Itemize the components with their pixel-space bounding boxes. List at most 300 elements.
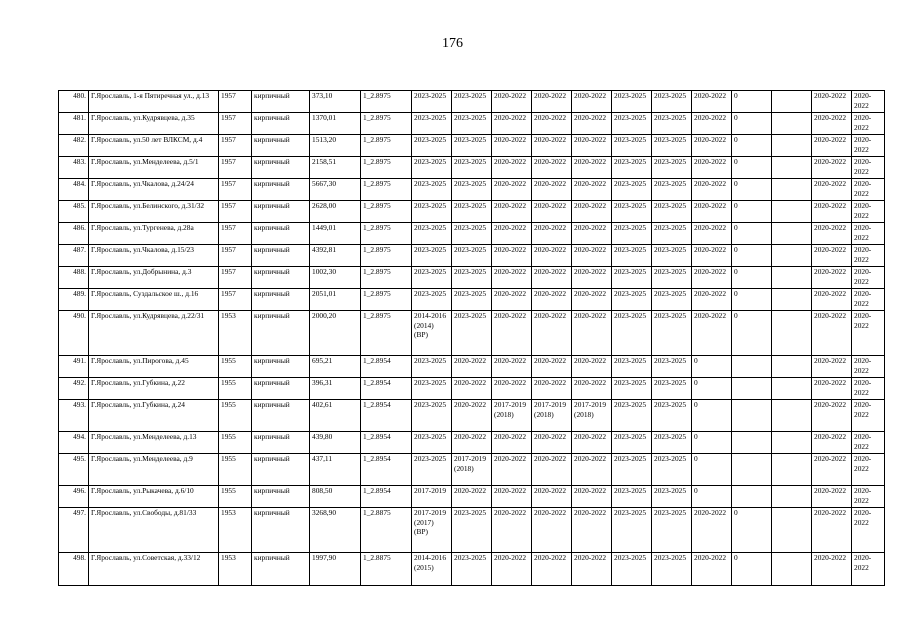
area-cell: 2000,20 xyxy=(310,311,361,356)
period-cell: 0 xyxy=(692,432,732,454)
zero-cell xyxy=(732,454,772,486)
period-cell: 2020-2022 xyxy=(692,201,732,223)
area-cell: 808,50 xyxy=(310,486,361,508)
period-cell: 2023-2025 xyxy=(412,201,452,223)
row-number-cell: 497. xyxy=(59,508,89,553)
wall-material-cell: кирпичный xyxy=(252,245,310,267)
period-cell: 2020-2022 xyxy=(532,113,572,135)
period-cell: 2020-2022 xyxy=(572,267,612,289)
tariff-code-cell: 1_2.8975 xyxy=(361,135,412,157)
wall-material-cell: кирпичный xyxy=(252,201,310,223)
row-number-cell: 487. xyxy=(59,245,89,267)
zero-cell: 0 xyxy=(732,179,772,201)
table-row xyxy=(59,378,885,400)
table-body xyxy=(59,91,885,586)
table-row xyxy=(59,553,885,586)
period-cell: 2023-2025 xyxy=(652,356,692,378)
address-cell: Г.Ярославль, ул.Тургенева, д.28а xyxy=(89,223,219,245)
address-cell: Г.Ярославль, ул.Менделеева, д.5/1 xyxy=(89,157,219,179)
area-cell: 373,10 xyxy=(310,91,361,113)
period-cell: 2023-2025 xyxy=(612,311,652,356)
area-cell: 1002,30 xyxy=(310,267,361,289)
period-cell xyxy=(772,91,812,113)
period-cell: 2020-2022 xyxy=(492,179,532,201)
period-cell: 2023-2025 xyxy=(652,179,692,201)
tariff-code-cell: 1_2.8954 xyxy=(361,432,412,454)
area-cell: 439,80 xyxy=(310,432,361,454)
period-cell: 2023-2025 xyxy=(452,113,492,135)
build-year-cell: 1957 xyxy=(219,223,252,245)
period-cell: 2023-2025 xyxy=(612,201,652,223)
zero-cell: 0 xyxy=(732,113,772,135)
period-cell: 2023-2025 xyxy=(612,223,652,245)
period-cell: 2023-2025 xyxy=(652,223,692,245)
period-cell: 2020-2022 xyxy=(812,454,852,486)
period-cell xyxy=(772,113,812,135)
period-cell: 2023-2025 xyxy=(612,289,652,311)
wall-material-cell: кирпичный xyxy=(252,553,310,586)
period-cell: 2023-2025 xyxy=(612,508,652,553)
address-cell: Г.Ярославль, ул.Свободы, д.81/33 xyxy=(89,508,219,553)
table-row xyxy=(59,135,885,157)
row-number-cell: 489. xyxy=(59,289,89,311)
period-cell xyxy=(772,201,812,223)
table-row xyxy=(59,179,885,201)
period-cell: 2020-2022 xyxy=(572,223,612,245)
wall-material-cell: кирпичный xyxy=(252,135,310,157)
table-row xyxy=(59,267,885,289)
period-cell: 2023-2025 xyxy=(652,113,692,135)
period-cell: 2023-2025 xyxy=(452,311,492,356)
period-cell: 0 xyxy=(692,356,732,378)
period-cell: 2023-2025 xyxy=(412,135,452,157)
period-cell: 2023-2025 xyxy=(652,378,692,400)
wall-material-cell: кирпичный xyxy=(252,508,310,553)
period-cell: 2020-2022 xyxy=(812,201,852,223)
period-cell xyxy=(772,508,812,553)
zero-cell: 0 xyxy=(732,157,772,179)
period-cell: 2020-2022 xyxy=(812,378,852,400)
period-cell xyxy=(772,432,812,454)
period-cell: 2023-2025 xyxy=(412,378,452,400)
tariff-code-cell: 1_2.8975 xyxy=(361,267,412,289)
area-cell: 1997,90 xyxy=(310,553,361,586)
zero-cell: 0 xyxy=(732,311,772,356)
period-cell: 2023-2025 xyxy=(652,432,692,454)
period-cell: 2020-2022 xyxy=(692,289,732,311)
wall-material-cell: кирпичный xyxy=(252,486,310,508)
period-cell: 2020-2022 xyxy=(812,267,852,289)
row-number-cell: 493. xyxy=(59,400,89,432)
zero-cell xyxy=(732,486,772,508)
table-row xyxy=(59,245,885,267)
table-row xyxy=(59,508,885,553)
tariff-code-cell: 1_2.8975 xyxy=(361,311,412,356)
period-cell: 2020-2022 xyxy=(852,432,885,454)
period-cell: 2020-2022 xyxy=(492,486,532,508)
period-cell: 2020-2022 xyxy=(492,245,532,267)
period-cell: 2023-2025 xyxy=(412,356,452,378)
period-cell: 2020-2022 xyxy=(852,223,885,245)
period-cell: 2020-2022 xyxy=(852,508,885,553)
period-cell: 2020-2022 xyxy=(452,400,492,432)
address-cell: Г.Ярославль, ул.Белинского, д.31/32 xyxy=(89,201,219,223)
period-cell: 2020-2022 xyxy=(532,553,572,586)
period-cell: 2020-2022 xyxy=(572,135,612,157)
tariff-code-cell: 1_2.8954 xyxy=(361,454,412,486)
address-cell: Г.Ярославль, ул.Губкина, д.24 xyxy=(89,400,219,432)
build-year-cell: 1957 xyxy=(219,135,252,157)
zero-cell: 0 xyxy=(732,201,772,223)
period-cell: 2020-2022 xyxy=(532,245,572,267)
period-cell: 2020-2022 xyxy=(532,508,572,553)
period-cell: 2023-2025 xyxy=(652,157,692,179)
table-row xyxy=(59,113,885,135)
period-cell: 2020-2022 xyxy=(852,454,885,486)
period-cell xyxy=(772,400,812,432)
period-cell: 2020-2022 xyxy=(812,432,852,454)
period-cell: 2017-2019 (2018) xyxy=(452,454,492,486)
period-cell: 2020-2022 xyxy=(452,486,492,508)
period-cell: 2023-2025 xyxy=(412,113,452,135)
wall-material-cell: кирпичный xyxy=(252,289,310,311)
period-cell: 2020-2022 xyxy=(492,113,532,135)
period-cell: 2020-2022 xyxy=(532,91,572,113)
period-cell: 2023-2025 xyxy=(652,289,692,311)
area-cell: 2628,00 xyxy=(310,201,361,223)
address-cell: Г.Ярославль, ул.Пирогова, д.45 xyxy=(89,356,219,378)
period-cell: 2020-2022 xyxy=(692,135,732,157)
build-year-cell: 1955 xyxy=(219,356,252,378)
tariff-code-cell: 1_2.8975 xyxy=(361,157,412,179)
period-cell: 2023-2025 xyxy=(612,113,652,135)
period-cell: 2023-2025 xyxy=(452,201,492,223)
period-cell: 2020-2022 xyxy=(692,508,732,553)
tariff-code-cell: 1_2.8975 xyxy=(361,201,412,223)
row-number-cell: 480. xyxy=(59,91,89,113)
period-cell: 2014-2016 (2014) (ВР) xyxy=(412,311,452,356)
table-row xyxy=(59,454,885,486)
period-cell: 2023-2025 xyxy=(652,245,692,267)
period-cell: 2020-2022 xyxy=(572,486,612,508)
period-cell xyxy=(772,356,812,378)
period-cell: 2020-2022 xyxy=(692,179,732,201)
period-cell: 2023-2025 xyxy=(612,356,652,378)
period-cell: 2020-2022 xyxy=(692,311,732,356)
address-cell: Г.Ярославль, ул.Менделеева, д.9 xyxy=(89,454,219,486)
period-cell: 2023-2025 xyxy=(612,400,652,432)
table-row xyxy=(59,157,885,179)
zero-cell xyxy=(732,432,772,454)
period-cell: 2020-2022 xyxy=(532,135,572,157)
row-number-cell: 486. xyxy=(59,223,89,245)
build-year-cell: 1953 xyxy=(219,311,252,356)
tariff-code-cell: 1_2.8954 xyxy=(361,356,412,378)
tariff-code-cell: 1_2.8954 xyxy=(361,400,412,432)
address-cell: Г.Ярославль, ул.Губкина, д.22 xyxy=(89,378,219,400)
period-cell: 2020-2022 xyxy=(852,553,885,586)
tariff-code-cell: 1_2.8975 xyxy=(361,179,412,201)
period-cell: 2020-2022 xyxy=(572,91,612,113)
zero-cell: 0 xyxy=(732,267,772,289)
period-cell: 2020-2022 xyxy=(532,432,572,454)
period-cell: 2023-2025 xyxy=(612,454,652,486)
build-year-cell: 1955 xyxy=(219,378,252,400)
period-cell: 2020-2022 xyxy=(492,91,532,113)
row-number-cell: 481. xyxy=(59,113,89,135)
build-year-cell: 1957 xyxy=(219,289,252,311)
period-cell: 2020-2022 xyxy=(692,91,732,113)
period-cell: 2023-2025 xyxy=(652,454,692,486)
period-cell xyxy=(772,267,812,289)
period-cell: 2023-2025 xyxy=(412,223,452,245)
period-cell: 2017-2019 (2018) xyxy=(532,400,572,432)
period-cell: 2020-2022 xyxy=(852,135,885,157)
period-cell: 2020-2022 xyxy=(852,91,885,113)
period-cell: 2023-2025 xyxy=(412,454,452,486)
period-cell: 2020-2022 xyxy=(452,432,492,454)
period-cell: 2020-2022 xyxy=(492,157,532,179)
period-cell: 2020-2022 xyxy=(812,113,852,135)
period-cell: 2020-2022 xyxy=(572,289,612,311)
period-cell: 2020-2022 xyxy=(452,378,492,400)
address-cell: Г.Ярославль, ул.Советская, д.33/12 xyxy=(89,553,219,586)
period-cell: 2023-2025 xyxy=(612,157,652,179)
address-cell: Г.Ярославль, ул.Чкалова, д.15/23 xyxy=(89,245,219,267)
period-cell: 2020-2022 xyxy=(532,289,572,311)
period-cell: 2023-2025 xyxy=(612,267,652,289)
period-cell: 2020-2022 xyxy=(812,179,852,201)
row-number-cell: 483. xyxy=(59,157,89,179)
row-number-cell: 482. xyxy=(59,135,89,157)
period-cell xyxy=(772,378,812,400)
period-cell: 2023-2025 xyxy=(412,267,452,289)
table-row xyxy=(59,289,885,311)
wall-material-cell: кирпичный xyxy=(252,454,310,486)
area-cell: 2158,51 xyxy=(310,157,361,179)
period-cell: 2017-2019 xyxy=(412,486,452,508)
table-row xyxy=(59,311,885,356)
period-cell: 2020-2022 xyxy=(492,267,532,289)
tariff-code-cell: 1_2.8975 xyxy=(361,223,412,245)
table-row xyxy=(59,91,885,113)
row-number-cell: 485. xyxy=(59,201,89,223)
period-cell: 2023-2025 xyxy=(612,486,652,508)
period-cell: 2020-2022 xyxy=(492,356,532,378)
period-cell: 2020-2022 xyxy=(812,486,852,508)
zero-cell: 0 xyxy=(732,135,772,157)
period-cell: 2020-2022 xyxy=(812,553,852,586)
period-cell: 2023-2025 xyxy=(452,91,492,113)
period-cell: 2020-2022 xyxy=(572,432,612,454)
area-cell: 1513,20 xyxy=(310,135,361,157)
table-row xyxy=(59,356,885,378)
area-cell: 5667,30 xyxy=(310,179,361,201)
period-cell: 2023-2025 xyxy=(652,486,692,508)
period-cell: 2020-2022 xyxy=(532,179,572,201)
period-cell: 2023-2025 xyxy=(452,135,492,157)
build-year-cell: 1955 xyxy=(219,454,252,486)
address-cell: Г.Ярославль, ул.Чкалова, д.24/24 xyxy=(89,179,219,201)
build-year-cell: 1957 xyxy=(219,113,252,135)
period-cell xyxy=(772,157,812,179)
tariff-code-cell: 1_2.8975 xyxy=(361,289,412,311)
period-cell: 2023-2025 xyxy=(612,179,652,201)
tariff-code-cell: 1_2.8954 xyxy=(361,486,412,508)
period-cell: 2020-2022 xyxy=(492,223,532,245)
period-cell: 2020-2022 xyxy=(812,157,852,179)
period-cell: 2020-2022 xyxy=(572,157,612,179)
period-cell: 2020-2022 xyxy=(692,553,732,586)
period-cell: 2020-2022 xyxy=(532,311,572,356)
wall-material-cell: кирпичный xyxy=(252,157,310,179)
zero-cell: 0 xyxy=(732,553,772,586)
period-cell: 2020-2022 xyxy=(692,267,732,289)
period-cell: 2023-2025 xyxy=(652,553,692,586)
period-cell: 2020-2022 xyxy=(532,267,572,289)
period-cell: 2020-2022 xyxy=(572,454,612,486)
period-cell: 2023-2025 xyxy=(452,267,492,289)
area-cell: 1449,01 xyxy=(310,223,361,245)
table-row xyxy=(59,486,885,508)
tariff-code-cell: 1_2.8875 xyxy=(361,553,412,586)
housing-registry-table xyxy=(58,90,885,586)
period-cell: 2020-2022 xyxy=(852,378,885,400)
address-cell: Г.Ярославль, ул.Кудрявцева, д.35 xyxy=(89,113,219,135)
period-cell: 2020-2022 xyxy=(852,157,885,179)
period-cell: 2020-2022 xyxy=(692,157,732,179)
period-cell: 2020-2022 xyxy=(852,179,885,201)
row-number-cell: 492. xyxy=(59,378,89,400)
period-cell: 0 xyxy=(692,486,732,508)
tariff-code-cell: 1_2.8975 xyxy=(361,113,412,135)
period-cell: 2020-2022 xyxy=(532,201,572,223)
wall-material-cell: кирпичный xyxy=(252,311,310,356)
period-cell: 2023-2025 xyxy=(412,289,452,311)
area-cell: 2051,01 xyxy=(310,289,361,311)
period-cell: 2023-2025 xyxy=(652,311,692,356)
period-cell: 2023-2025 xyxy=(652,135,692,157)
period-cell: 2023-2025 xyxy=(612,378,652,400)
table-row xyxy=(59,223,885,245)
period-cell: 2020-2022 xyxy=(532,486,572,508)
page-number: 176 xyxy=(442,36,463,51)
period-cell: 2020-2022 xyxy=(492,553,532,586)
period-cell: 2023-2025 xyxy=(652,508,692,553)
build-year-cell: 1955 xyxy=(219,400,252,432)
period-cell: 2023-2025 xyxy=(652,201,692,223)
period-cell: 2023-2025 xyxy=(652,267,692,289)
period-cell: 2023-2025 xyxy=(452,508,492,553)
period-cell: 2020-2022 xyxy=(572,113,612,135)
row-number-cell: 498. xyxy=(59,553,89,586)
address-cell: Г.Ярославль, ул.Добрынина, д.3 xyxy=(89,267,219,289)
period-cell: 2020-2022 xyxy=(572,245,612,267)
period-cell: 2020-2022 xyxy=(572,508,612,553)
period-cell: 2023-2025 xyxy=(612,245,652,267)
tariff-code-cell: 1_2.8954 xyxy=(361,378,412,400)
area-cell: 396,31 xyxy=(310,378,361,400)
period-cell: 2020-2022 xyxy=(452,356,492,378)
period-cell: 2020-2022 xyxy=(852,311,885,356)
address-cell: Г.Ярославль, ул.Менделеева, д.13 xyxy=(89,432,219,454)
period-cell: 2020-2022 xyxy=(492,378,532,400)
period-cell: 2020-2022 xyxy=(812,245,852,267)
period-cell: 0 xyxy=(692,378,732,400)
period-cell: 2020-2022 xyxy=(532,223,572,245)
row-number-cell: 495. xyxy=(59,454,89,486)
period-cell xyxy=(772,486,812,508)
wall-material-cell: кирпичный xyxy=(252,432,310,454)
period-cell: 2023-2025 xyxy=(452,157,492,179)
period-cell: 2020-2022 xyxy=(572,378,612,400)
table-row xyxy=(59,400,885,432)
wall-material-cell: кирпичный xyxy=(252,378,310,400)
build-year-cell: 1957 xyxy=(219,245,252,267)
zero-cell: 0 xyxy=(732,289,772,311)
period-cell: 2017-2019 (2018) xyxy=(572,400,612,432)
period-cell: 2023-2025 xyxy=(612,553,652,586)
period-cell: 2023-2025 xyxy=(452,289,492,311)
period-cell: 2023-2025 xyxy=(612,432,652,454)
period-cell: 2020-2022 xyxy=(492,201,532,223)
row-number-cell: 484. xyxy=(59,179,89,201)
row-number-cell: 488. xyxy=(59,267,89,289)
period-cell: 2023-2025 xyxy=(412,157,452,179)
address-cell: Г.Ярославль, ул.50 лет ВЛКСМ, д.4 xyxy=(89,135,219,157)
build-year-cell: 1957 xyxy=(219,157,252,179)
period-cell: 2020-2022 xyxy=(492,311,532,356)
period-cell: 2020-2022 xyxy=(852,486,885,508)
period-cell: 2020-2022 xyxy=(492,289,532,311)
period-cell: 2023-2025 xyxy=(412,179,452,201)
wall-material-cell: кирпичный xyxy=(252,113,310,135)
period-cell: 0 xyxy=(692,400,732,432)
period-cell: 2020-2022 xyxy=(492,432,532,454)
area-cell: 402,61 xyxy=(310,400,361,432)
period-cell: 2020-2022 xyxy=(692,113,732,135)
row-number-cell: 490. xyxy=(59,311,89,356)
wall-material-cell: кирпичный xyxy=(252,179,310,201)
period-cell: 2020-2022 xyxy=(852,400,885,432)
period-cell: 2020-2022 xyxy=(852,289,885,311)
period-cell: 2020-2022 xyxy=(692,245,732,267)
period-cell: 2020-2022 xyxy=(532,378,572,400)
row-number-cell: 491. xyxy=(59,356,89,378)
build-year-cell: 1955 xyxy=(219,432,252,454)
period-cell: 2023-2025 xyxy=(612,135,652,157)
address-cell: Г.Ярославль, Суздальское ш., д.16 xyxy=(89,289,219,311)
period-cell xyxy=(772,245,812,267)
period-cell: 2020-2022 xyxy=(852,356,885,378)
period-cell: 2023-2025 xyxy=(412,432,452,454)
period-cell xyxy=(772,135,812,157)
build-year-cell: 1955 xyxy=(219,486,252,508)
period-cell: 2020-2022 xyxy=(812,135,852,157)
period-cell: 2023-2025 xyxy=(412,245,452,267)
period-cell: 2020-2022 xyxy=(532,454,572,486)
period-cell: 2023-2025 xyxy=(452,553,492,586)
build-year-cell: 1953 xyxy=(219,553,252,586)
period-cell: 2020-2022 xyxy=(572,356,612,378)
period-cell: 2020-2022 xyxy=(532,157,572,179)
period-cell: 2020-2022 xyxy=(852,201,885,223)
period-cell xyxy=(772,223,812,245)
address-cell: Г.Ярославль, 1-я Пятиречная ул., д.13 xyxy=(89,91,219,113)
wall-material-cell: кирпичный xyxy=(252,267,310,289)
zero-cell: 0 xyxy=(732,508,772,553)
period-cell: 2020-2022 xyxy=(812,356,852,378)
